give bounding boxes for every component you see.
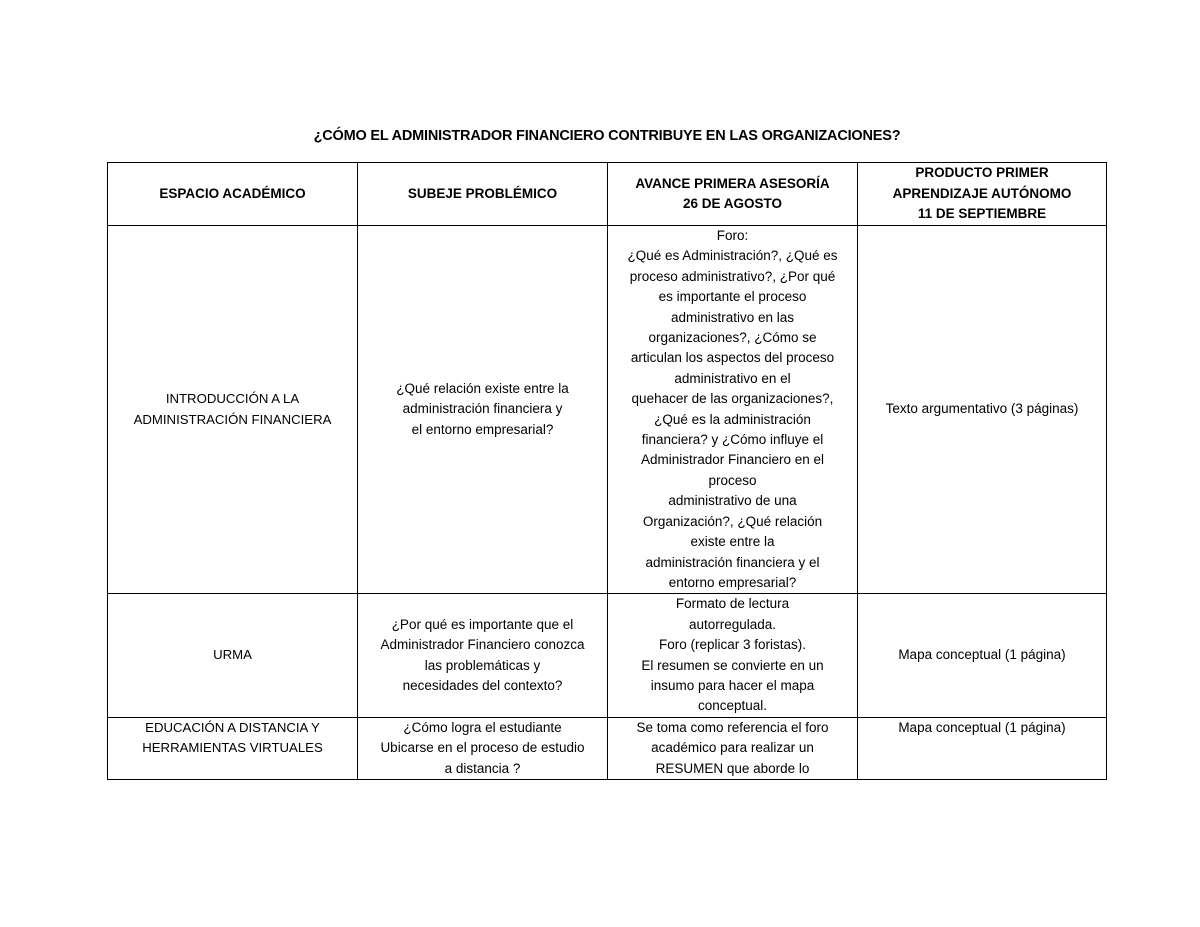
table-row xyxy=(108,226,1107,594)
header-producto-primer-aprendizaje: PRODUCTO PRIMER APRENDIZAJE AUTÓNOMO 11 DE SEPTIEMBRE xyxy=(858,163,1107,226)
cell-subeje-problemico-wrap xyxy=(358,717,608,779)
cell-avance: Foro: ¿Qué es Administración?, ¿Qué es proceso administrativo?, ¿Por qué es importante el proceso administrativo en las organizaciones?, ¿Cómo se articulan los aspectos del proceso administrativo en el quehacer de las organizaciones?, ¿Qué es la administración financiera? y ¿Cómo influye el Administrador Financiero en el proceso administrativo de una Organización?, ¿Qué relación existe entre la administración financiera y el entorno empresarial? xyxy=(608,226,858,594)
cell-espacio-academico-wrap xyxy=(108,717,358,779)
cell-espacio-academico: INTRODUCCIÓN A LA ADMINISTRACIÓN FINANCIERA xyxy=(108,226,358,594)
header-subeje-problemico: SUBEJE PROBLÉMICO xyxy=(358,163,608,226)
cell-subeje-problemico: ¿Por qué es importante que el Administrador Financiero conozca las problemáticas y necesidades del contexto? xyxy=(358,594,608,717)
cell-subeje-problemico: ¿Qué relación existe entre la administración financiera y el entorno empresarial? xyxy=(358,226,608,594)
table-row xyxy=(108,717,1107,779)
table-header-row xyxy=(108,163,1107,226)
cell-avance-wrap xyxy=(608,717,858,779)
cell-producto-wrap xyxy=(858,717,1107,779)
header-espacio-academico: ESPACIO ACADÉMICO xyxy=(108,163,358,226)
cell-avance: Se toma como referencia el foro académico para realizar un RESUMEN que aborde lo xyxy=(636,719,829,776)
document-title: ¿CÓMO EL ADMINISTRADOR FINANCIERO CONTRIBUYE EN LAS ORGANIZACIONES? xyxy=(313,128,901,144)
cell-espacio-academico: URMA xyxy=(108,594,358,717)
cell-espacio-academico: EDUCACIÓN A DISTANCIA Y HERRAMIENTAS VIRTUALES xyxy=(142,719,323,756)
header-avance-primera-asesoria: AVANCE PRIMERA ASESORÍA 26 DE AGOSTO xyxy=(608,163,858,226)
planning-table xyxy=(107,162,1107,780)
table-row xyxy=(108,594,1107,717)
cell-avance: Formato de lectura autorregulada. Foro (replicar 3 foristas). El resumen se convierte en un insumo para hacer el mapa conceptual. xyxy=(608,594,858,717)
cell-producto: Mapa conceptual (1 página) xyxy=(898,719,1066,735)
cell-producto: Texto argumentativo (3 páginas) xyxy=(858,226,1107,594)
cell-producto: Mapa conceptual (1 página) xyxy=(858,594,1107,717)
cell-subeje-problemico: ¿Cómo logra el estudiante Ubicarse en el proceso de estudio a distancia ? xyxy=(380,719,585,776)
